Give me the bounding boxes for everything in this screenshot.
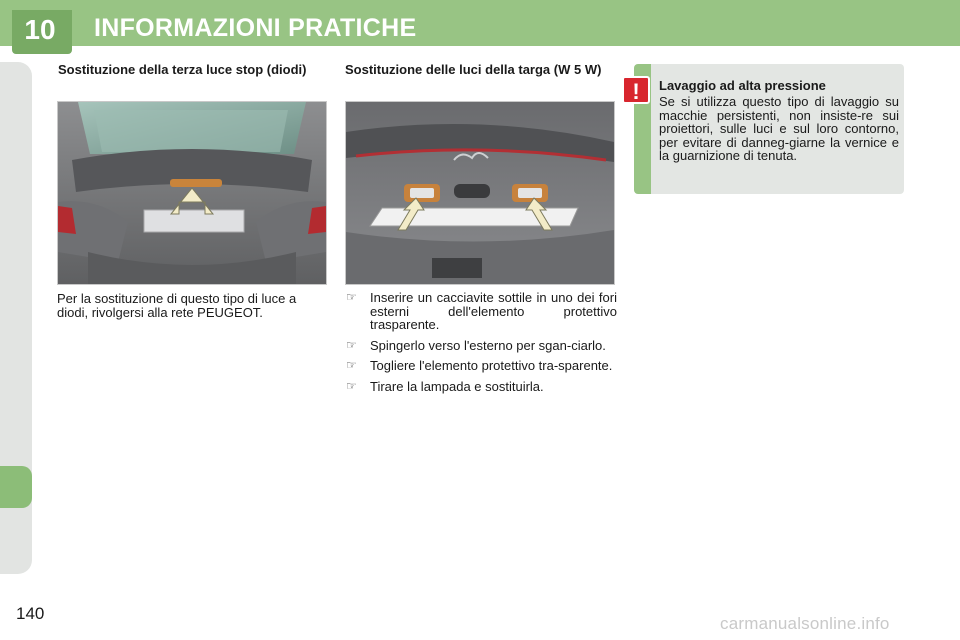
step-item — [345, 380, 617, 394]
note-text: Se si utilizza questo tipo di lavaggio su macchie persistenti, non insiste-re sui proiettori, sulle luci e sul loro contorno, per evitare di danneg-giarne la vernice e la guarnizione di tenuta. — [659, 94, 899, 163]
chapter-number: 10 — [24, 14, 56, 45]
step-item — [345, 339, 617, 353]
side-index-active-tab — [0, 466, 32, 508]
third-brake-light-photo — [57, 101, 327, 285]
exclamation-icon: ! — [622, 76, 650, 104]
car-rear-illustration — [58, 102, 326, 284]
note-title: Lavaggio ad alta pressione — [659, 78, 826, 93]
pointing-hand-icon: ☞ — [346, 337, 357, 352]
step-text: Inserire un cacciavite sottile in uno dei fori esterni dell'elemento protettivo trasparente. — [370, 290, 617, 332]
third-brake-light-description: Per la sostituzione di questo tipo di luce a diodi, rivolgersi alla rete PEUGEOT. — [57, 291, 297, 320]
watermark: carmanualsonline.info — [720, 614, 890, 633]
step-item — [345, 359, 617, 373]
plate-light-photo — [345, 101, 615, 285]
pointing-hand-icon: ☞ — [346, 358, 357, 372]
step-text: Spingerlo verso l'esterno per sgan-ciarlo. — [370, 337, 606, 353]
step-text: Tirare la lampada e sostituirla. — [370, 378, 544, 394]
page-title: INFORMAZIONI PRATICHE — [94, 14, 417, 42]
page-number: 140 — [16, 604, 45, 623]
plate-light-illustration — [346, 102, 614, 284]
plate-light-steps — [345, 291, 617, 400]
step-item — [345, 291, 617, 332]
step-text: Togliere l'elemento protettivo tra-sparente. — [370, 358, 613, 373]
third-brake-light-title: Sostituzione della terza luce stop (diodi) — [58, 62, 307, 77]
pointing-hand-icon: ☞ — [346, 290, 357, 304]
plate-light-title: Sostituzione delle luci della targa (W 5 W) — [345, 62, 602, 77]
pointing-hand-icon: ☞ — [346, 378, 357, 393]
